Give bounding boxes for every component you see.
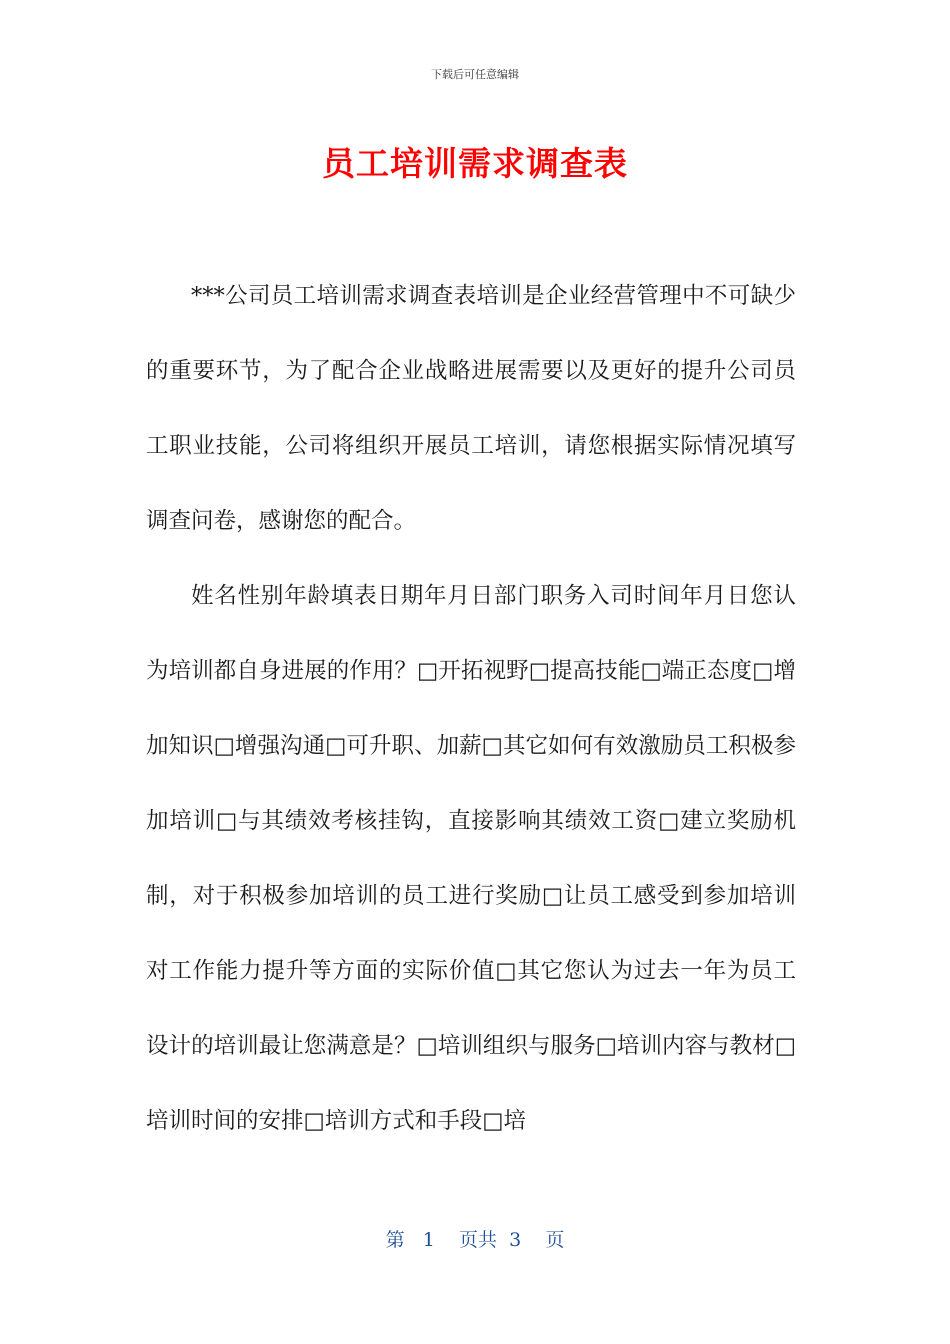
footer-label-ye: 页 bbox=[545, 1229, 565, 1251]
footer-label-ye-gong: 页共 bbox=[459, 1229, 498, 1251]
document-body bbox=[146, 259, 796, 1159]
document-title: 员工培训需求调查表 bbox=[322, 144, 628, 183]
intro-paragraph: ***公司员工培训需求调查表培训是企业经营管理中不可缺少的重要环节，为了配合企业战略进展需要以及更好的提升公司员工职业技能，公司将组织开展员工培训，请您根据实际情况填写调查问卷，感谢您的配合。 bbox=[146, 283, 796, 534]
total-pages-number: 3 bbox=[509, 1229, 522, 1251]
survey-paragraph: 姓名性别年龄填表日期年月日部门职务入司时间年月日您认为培训都自身进展的作用？□开拓视野□提高技能□端正态度□增加知识□增强沟通□可升职、加薪□其它如何有效激励员工积极参加培训□与其绩效考核挂钩，直接影响其绩效工资□建立奖励机制，对于积极参加培训的员工进行奖励□让员工感受到参加培训对工作能力提升等方面的实际价值□其它您认为过去一年为员工设计的培训最让您满意是？□培训组织与服务□培训内容与教材□培训时间的安排□培训方式和手段□培 bbox=[146, 583, 796, 1134]
header-note: 下载后可任意编辑 bbox=[431, 68, 519, 81]
page-footer bbox=[0, 1225, 950, 1252]
footer-label-di: 第 bbox=[385, 1229, 405, 1251]
current-page-number: 1 bbox=[422, 1229, 435, 1251]
